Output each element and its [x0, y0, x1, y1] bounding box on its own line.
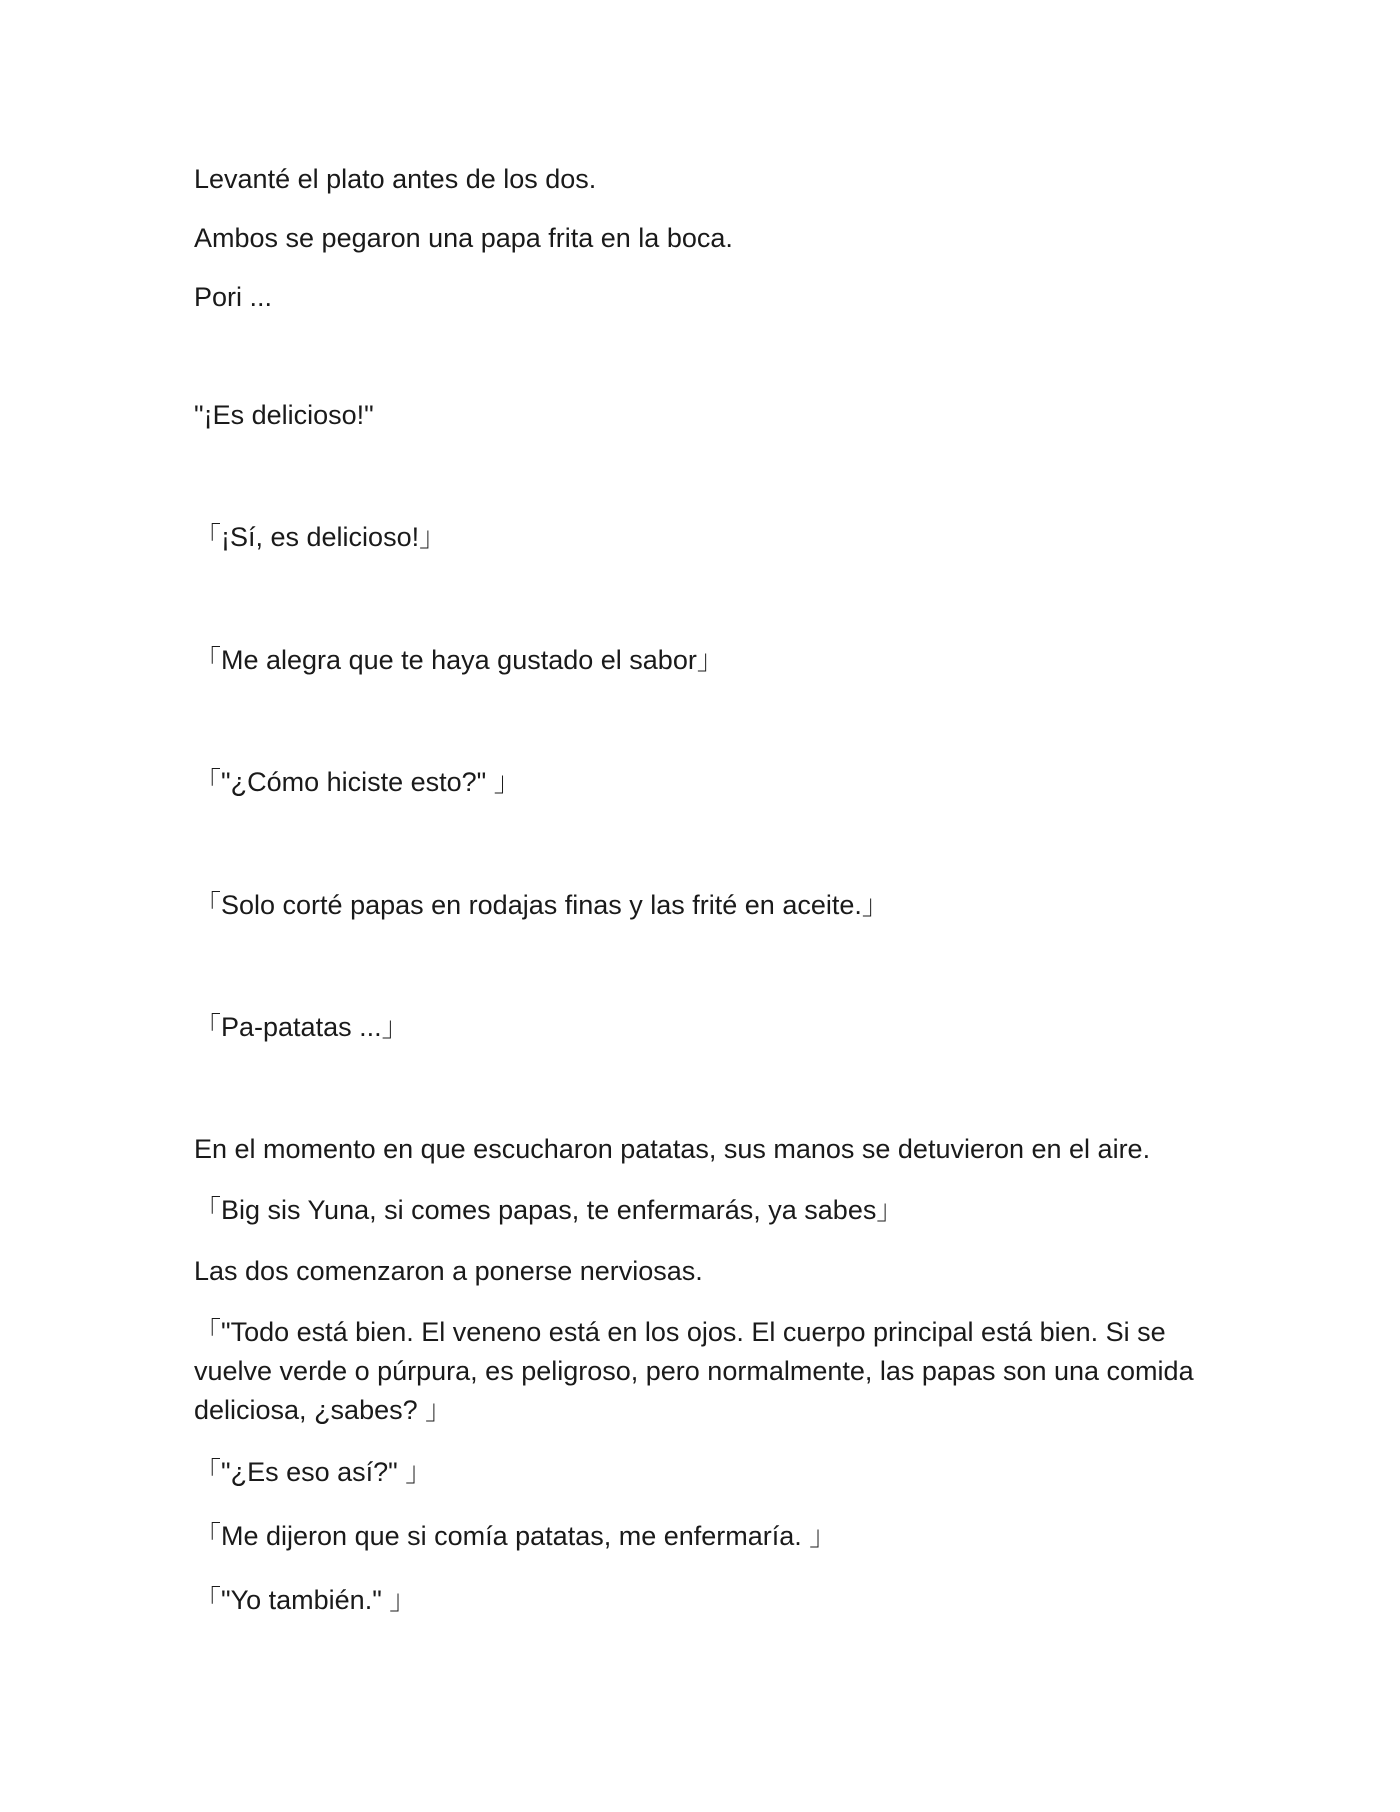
paragraph-15: 「Me dijeron que si comía patatas, me enfermaría. 」: [194, 1521, 837, 1551]
paragraph-3: Pori ...: [194, 282, 273, 312]
paragraph-10: En el momento en que escucharon patatas, sus manos se detuvieron en el aire.: [194, 1134, 1151, 1164]
paragraph-8: 「Solo corté papas en rodajas finas y las frité en aceite.」: [194, 890, 889, 920]
paragraph-13: 「"Todo está bien. El veneno está en los ojos. El cuerpo principal está bien. Si se vuelve verde o púrpura, es peligroso, pero normalmente, las papas son una comida deliciosa, ¿sabes? 」: [194, 1317, 1194, 1425]
paragraph-2: Ambos se pegaron una papa frita en la boca.: [194, 223, 733, 253]
paragraph-11: 「Big sis Yuna, si comes papas, te enfermarás, ya sabes」: [194, 1195, 904, 1225]
paragraph-12: Las dos comenzaron a ponerse nerviosas.: [194, 1256, 703, 1286]
paragraph-1: Levanté el plato antes de los dos.: [194, 164, 597, 194]
paragraph-16: 「"Yo también." 」: [194, 1585, 417, 1615]
paragraph-6: 「Me alegra que te haya gustado el sabor」: [194, 645, 724, 675]
paragraph-14: 「"¿Es eso así?" 」: [194, 1457, 433, 1487]
paragraph-5: 「¡Sí, es delicioso!」: [194, 522, 447, 552]
paragraph-7: 「"¿Cómo hiciste esto?" 」: [194, 767, 521, 797]
paragraph-4: "¡Es delicioso!": [194, 400, 374, 430]
paragraph-9: 「Pa-patatas ...」: [194, 1012, 409, 1042]
